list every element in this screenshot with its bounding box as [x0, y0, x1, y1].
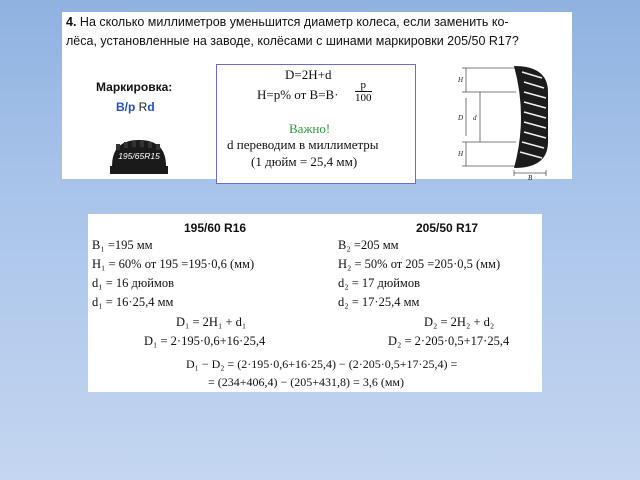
- problem-card: [62, 12, 572, 179]
- fraction-numerator: p: [355, 79, 372, 92]
- right-D-formula: D₂ = 2H₂ + d₂: [424, 315, 495, 329]
- right-header: 205/50 R17: [416, 221, 479, 235]
- diagram-label-H-top: H: [458, 76, 464, 84]
- right-b: B₂ =205 мм: [338, 238, 399, 252]
- left-d-inches: d₁ = 16 дюймов: [92, 276, 174, 290]
- left-d-mm: d₁ = 16·25,4 мм: [92, 295, 174, 309]
- left-h: H₁ = 60% от 195 =195·0,6 (мм): [92, 257, 255, 271]
- marking-d: d: [147, 100, 155, 114]
- formula-D: D=2H+d: [285, 67, 332, 82]
- important-label: Важно!: [289, 121, 331, 136]
- marking-title: Маркировка:: [96, 80, 173, 94]
- question-line-1: [66, 15, 509, 29]
- diagram-label-D: D: [458, 114, 464, 122]
- difference-line-2: = (234+406,4) − (205+431,8) = 3,6 (мм): [208, 375, 405, 389]
- right-D-value: D₂ = 2·205·0,5+17·25,4: [388, 334, 510, 348]
- question-line-2: лёса, установленные на заводе, колёсами с шинами маркировки 205/50 R17?: [66, 34, 519, 48]
- question-number: 4.: [66, 15, 77, 29]
- left-D-value: D₁ = 2·195·0,6+16·25,4: [144, 334, 266, 348]
- left-header: 195/60 R16: [184, 221, 247, 235]
- right-h: H₂ = 50% от 205 =205·0,5 (мм): [338, 257, 501, 271]
- formula-fraction: [355, 79, 372, 104]
- diagram-label-d: d: [473, 114, 477, 122]
- diagram-label-H-bottom: H: [458, 150, 464, 158]
- tire-marking-badge-icon: [110, 136, 168, 174]
- left-D-formula: D₁ = 2H₁ + d₁: [176, 315, 247, 329]
- formula-note-2: (1 дюйм = 25,4 мм): [251, 154, 358, 169]
- tire-cross-section-diagram: [456, 62, 556, 180]
- marking-formula: [116, 100, 155, 114]
- marking-bp: B/p: [116, 100, 136, 114]
- left-b: B₁ =195 мм: [92, 238, 153, 252]
- fraction-denominator: 100: [355, 92, 372, 104]
- badge-text: 195/65R15: [118, 151, 160, 161]
- formula-H: H=p% от B=B·: [257, 87, 339, 102]
- formula-box: [216, 64, 416, 184]
- difference-line-1: D₁ − D₂ = (2·195·0,6+16·25,4) − (2·205·0,5+17·25,4) =: [186, 357, 458, 371]
- diagram-label-B: B: [528, 174, 533, 180]
- question-text-1: На сколько миллиметров уменьшится диаметр колеса, если заменить ко-: [79, 15, 509, 29]
- solution-card: [88, 214, 542, 392]
- right-d-mm: d₂ = 17·25,4 мм: [338, 295, 420, 309]
- right-d-inches: d₂ = 17 дюймов: [338, 276, 420, 290]
- formula-note-1: d переводим в миллиметры: [227, 137, 379, 152]
- marking-r: R: [135, 100, 148, 114]
